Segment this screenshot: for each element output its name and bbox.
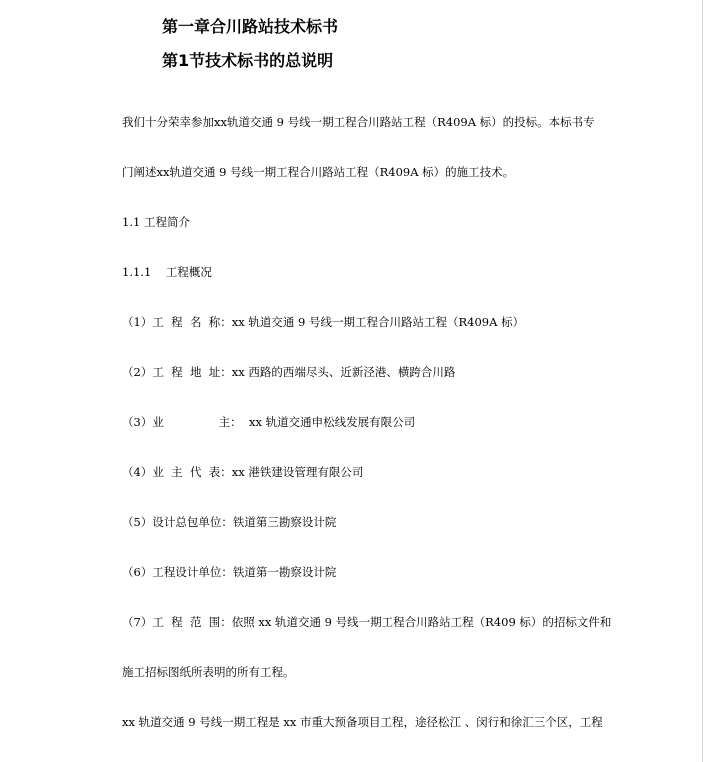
heading-1-1: 1.1 工程简介: [122, 215, 190, 229]
intro-paragraph-line-2: 门阐述xx轨道交通 9 号线一期工程合川路站工程（R409A 标）的施工技术。: [122, 165, 515, 179]
project-item-owner-rep: （4）业 主 代 表：xx 港铁建设管理有限公司: [122, 465, 364, 479]
page-edge-divider: [702, 0, 703, 762]
project-item-designer: （6）工程设计单位：铁道第一勘察设计院: [122, 565, 337, 579]
section-title: 第1节技术标书的总说明: [162, 51, 334, 70]
project-item-general-designer: （5）设计总包单位：铁道第三勘察设计院: [122, 515, 337, 529]
intro-paragraph-line-1: 我们十分荣幸参加xx轨道交通 9 号线一期工程合川路站工程（R409A 标）的投标。本标书专: [122, 115, 595, 129]
project-item-address: （2）工 程 地 址：xx 西路的西端尽头、近新泾港、横跨合川路: [122, 365, 456, 379]
heading-1-1-1: 1.1.1 工程概况: [122, 265, 212, 279]
project-item-name: （1）工 程 名 称：xx 轨道交通 9 号线一期工程合川路站工程（R409A 标）: [122, 315, 525, 329]
closing-paragraph-line: xx 轨道交通 9 号线一期工程是 xx 市重大预备项目工程，途径松江 、闵行和徐汇三个区，工程: [122, 715, 603, 729]
project-item-scope: （7）工 程 范 围：依照 xx 轨道交通 9 号线一期工程合川路站工程（R409 标）的招标文件和: [122, 615, 612, 629]
project-item-owner: （3）业 主： xx 轨道交通申松线发展有限公司: [122, 415, 416, 429]
chapter-title: 第一章合川路站技术标书: [162, 17, 339, 36]
project-item-scope-continued: 施工招标图纸所表明的所有工程。: [122, 665, 295, 679]
